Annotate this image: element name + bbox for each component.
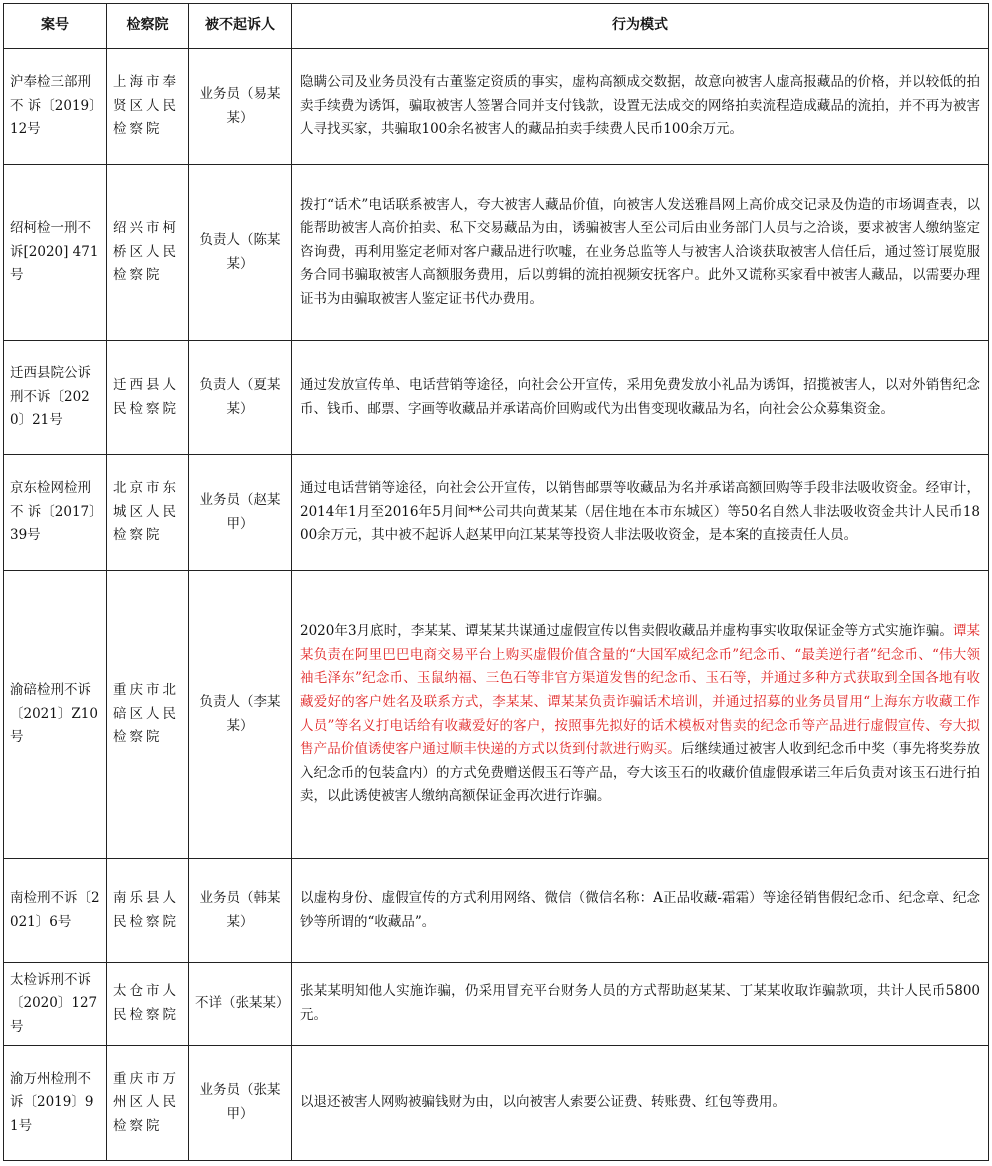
- table-row: [4, 49, 989, 165]
- procuratorate-cell: 重庆市万州区人民检察院: [107, 1046, 189, 1161]
- procuratorate-cell: 绍兴市柯桥区人民检察院: [107, 165, 189, 341]
- case-number-cell: 太检诉刑不诉〔2020〕127号: [4, 963, 107, 1046]
- person-cell: 业务员（易某某）: [189, 49, 292, 165]
- case-number-cell: 绍柯检一刑不诉[2020] 471号: [4, 165, 107, 341]
- person-cell: 业务员（张某甲）: [189, 1046, 292, 1161]
- person-cell: 业务员（韩某某）: [189, 859, 292, 963]
- header-case-no: 案号: [4, 4, 107, 49]
- header-non-prosecuted: 被不起诉人: [189, 4, 292, 49]
- behavior-highlight-text: 谭某某负责在阿里巴巴电商交易平台上购买虚假价值含量的“大国军威纪念币”纪念币、“最美逆行者”纪念币、“伟大领袖毛泽东”纪念币、玉鼠纳福、三色石等非官方渠道发售的纪念币、玉石等，并通过多种方式获取到全国各地有收藏爱好的客户姓名及联系方式，李某某、谭某某负责诈骗话术培训，并通过招募的业务员冒用“上海东方收藏工作人员”等名义打电话给有收藏爱好的客户，按照事先拟好的话术模板对售卖的纪念币等产品进行虚假宣传、夸大拟售产品价值诱使客户通过顺丰快递的方式以货到付款进行购买。: [300, 623, 981, 758]
- procuratorate-cell: 上海市奉贤区人民检察院: [107, 49, 189, 165]
- table-row: [4, 963, 989, 1046]
- case-number-cell: 沪奉检三部刑 不 诉〔2019〕12号: [4, 49, 107, 165]
- behavior-text: 2020年3月底时，李某某、谭某某共谋通过虚假宣传以售卖假收藏品并虚构事实收取保证金等方式实施诈骗。: [300, 623, 953, 640]
- person-cell: 负责人（陈某某）: [189, 165, 292, 341]
- behavior-cell: 通过发放宣传单、电话营销等途径，向社会公开宣传，采用免费发放小礼品为诱饵，招揽被害人，以对外销售纪念币、钱币、邮票、字画等收藏品并承诺高价回购或代为出售变现收藏品为名，向社会公众募集资金。: [292, 341, 989, 455]
- person-cell: 负责人（夏某某）: [189, 341, 292, 455]
- procuratorate-cell: 太仓市人民检察院: [107, 963, 189, 1046]
- case-number-cell: 迁西县院公诉刑不诉〔2020〕21号: [4, 341, 107, 455]
- table-row: [4, 455, 989, 571]
- header-row: [4, 4, 989, 49]
- table-row: [4, 859, 989, 963]
- procuratorate-cell: 重庆市北碚区人民检察院: [107, 571, 189, 859]
- behavior-cell: [292, 571, 989, 859]
- behavior-cell: 以退还被害人网购被骗钱财为由，以向被害人索要公证费、转账费、红包等费用。: [292, 1046, 989, 1161]
- table-row: [4, 165, 989, 341]
- table-row: [4, 341, 989, 455]
- procuratorate-cell: 迁西县人民检察院: [107, 341, 189, 455]
- table-row: [4, 571, 989, 859]
- case-number-cell: 渝碚检刑不诉〔2021〕Z10号: [4, 571, 107, 859]
- case-number-cell: 渝万州检刑不诉〔2019〕91号: [4, 1046, 107, 1161]
- person-cell: 不详（张某某）: [189, 963, 292, 1046]
- behavior-cell: 隐瞒公司及业务员没有古董鉴定资质的事实，虚构高额成交数据，故意向被害人虚高报藏品的价格，并以较低的拍卖手续费为诱饵，骗取被害人签署合同并支付钱款，设置无法成交的网络拍卖流程造成藏品的流拍，并不再为被害人寻找买家，共骗取100余名被害人的藏品拍卖手续费人民币100余万元。: [292, 49, 989, 165]
- case-table: [3, 3, 989, 1161]
- person-cell: 业务员（赵某甲）: [189, 455, 292, 571]
- behavior-cell: 以虚构身份、虚假宣传的方式利用网络、微信（微信名称：A正品收藏-霜霜）等途径销售假纪念币、纪念章、纪念钞等所谓的“收藏品”。: [292, 859, 989, 963]
- procuratorate-cell: 南乐县人民检察院: [107, 859, 189, 963]
- header-procuratorate: 检察院: [107, 4, 189, 49]
- behavior-cell: 张某某明知他人实施诈骗，仍采用冒充平台财务人员的方式帮助赵某某、丁某某收取诈骗款项，共计人民币5800元。: [292, 963, 989, 1046]
- person-cell: 负责人（李某某）: [189, 571, 292, 859]
- case-number-cell: 南检刑不诉〔2021〕6号: [4, 859, 107, 963]
- table-row: [4, 1046, 989, 1161]
- behavior-cell: 拨打“话术”电话联系被害人，夸大被害人藏品价值，向被害人发送雅昌网上高价成交记录及伪造的市场调查表，以能帮助被害人高价拍卖、私下交易藏品为由，诱骗被害人至公司后由业务部门人员与之洽谈，要求被害人缴纳鉴定咨询费，再利用鉴定老师对客户藏品进行吹嘘，在业务总监等人与被害人洽谈获取被害人信任后，通过签订展览服务合同书骗取被害人高额服务费用，后以剪辑的流拍视频安抚客户。此外又谎称买家看中被害人藏品，以需要办理证书为由骗取被害人鉴定证书代办费用。: [292, 165, 989, 341]
- behavior-text: 后继续通过被害人收到纪念币中奖（事先将奖券放入纪念币的包装盒内）的方式免费赠送假玉石等产品，夸大该玉石的收藏价值虚假承诺三年后负责对该玉石进行拍卖，以此诱使被害人缴纳高额保证金再次进行诈骗。: [300, 741, 981, 805]
- header-behavior: 行为模式: [292, 4, 989, 49]
- behavior-cell: 通过电话营销等途径，向社会公开宣传，以销售邮票等收藏品为名并承诺高额回购等手段非法吸收资金。经审计，2014年1月至2016年5月间**公司共向黄某某（居住地在本市东城区）等50名自然人非法吸收资金共计人民币1800余万元，其中被不起诉人赵某甲向江某某等投资人非法吸收资金，是本案的直接责任人员。: [292, 455, 989, 571]
- case-number-cell: 京东检网检刑 不 诉〔2017〕39号: [4, 455, 107, 571]
- procuratorate-cell: 北京市东城区人民检察院: [107, 455, 189, 571]
